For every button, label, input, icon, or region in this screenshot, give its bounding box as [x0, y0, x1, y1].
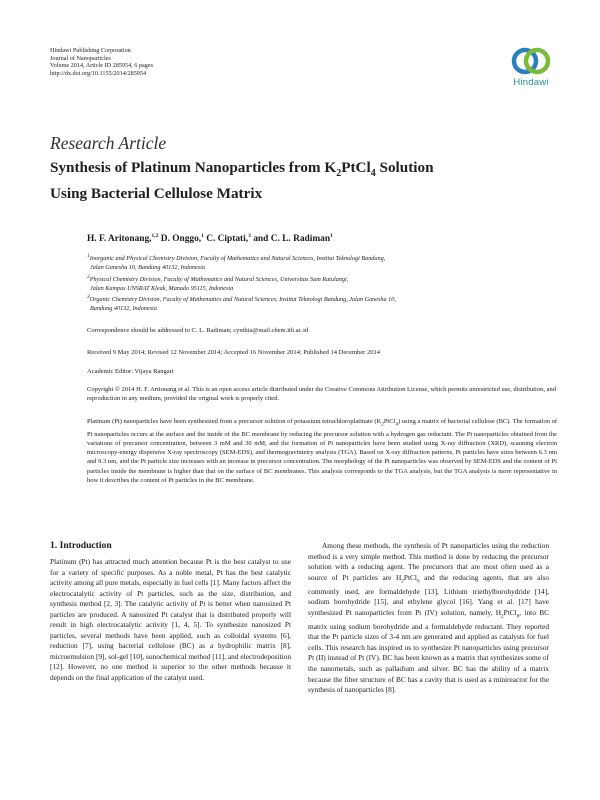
hindawi-rings-icon [509, 46, 553, 76]
journal-header [50, 47, 153, 77]
affiliation-2: $^2$Physical Chemistry Division, Faculty of Mathematics and Natural Sciences, Universitas Sam Ratulangi, [87, 273, 349, 283]
affiliation-1: $^1$Inorganic and Physical Chemistry Division, Faculty of Mathematics and Natural Sciences, Institut Teknologi Bandung, [87, 253, 386, 263]
author: H. F. Aritonang, [87, 234, 152, 245]
hindawi-logo-text: Hindawi [513, 77, 549, 88]
publisher-name: Hindawi Publishing Corporation [50, 47, 131, 54]
abstract: Platinum (Pt) nanoparticles have been synthesized from a precursor solution of potassium tetrachloroplatinate $(K_2PtCl_4)$ using a matrix of bacterial cellulose (BC). The formation of Pt nanoparticles occurs at the surface and the inside of the BC membrane by reducing the precursor solution with a hydrogen gas reductant. The Pt nanoparticles obtained from the variations of precursor concentration, between 3 mM and 30 mM, and the formation of Pt nanoparticles have been studied using X-ray diffraction (XRD), scanning electron microscopy-energy dispersive X-ray spectroscopy (SEM-EDS), and thermogravimetry analysis (TGA). Based on X-ray diffraction patterns, Pt particles have sizes between 6.3 nm and 9.3 nm, and the Pt particle size increases with an increase in precursor concentration. The morphology of the Pt nanoparticles was observed by SEM-EDS and the content of Pt particles inside the membrane is higher than that on the surface of BC membranes. This analysis corresponds to the TGA analysis, but the TGA analysis is more representative in how it describes the content of Pt particles in the BC membrane. [87, 418, 557, 485]
author: D. Onggo, [158, 234, 202, 245]
affiliation-3: $^3$Organic Chemistry Division, Faculty of Mathematics and Natural Sciences, Institut Teknologi Bandung, Jalan Ganesha 10, [87, 294, 396, 304]
intro-column-left [50, 557, 291, 684]
intro-paragraph-1: Platinum (Pt) has attracted much attention because Pt is the best catalyst to use for a variety of specific purposes. As a noble metal, Pt has the best catalytic activity among all pure metals, especially in fuel cells [1]. Many factors affect the electrocatalytic activity of Pt particles, such as the size, distribution, and synthesis method [2, 3]. The catalytic activity of Pt is better when nanosized Pt particles are produced. A nanosized Pt catalyst that is distributed properly will result in high electrocatalytic activity [1, 4, 5]. To synthesize nanosized Pt particles, several methods have been applied, such as colloidal systems [6], reduction [7], using bacterial cellulose (BC) as a hydrophilic matrix [8], microemulsion [9], sol-gel [10], sonochemical method [11], and electrodeposition [12]. However, no one method is superior to the other methods because it depends on the final application of the catalyst used. [50, 557, 291, 683]
paper-title: Synthesis of Platinum Nanoparticles from $K_2PtCl_4$ Solution Using Bacterial Cellulose Matrix [50, 159, 434, 203]
affiliations: $^1$Inorganic and Physical Chemistry Division, Faculty of Mathematics and Natural Sciences, Institut Teknologi Bandung, Jalan Ganesha 10, Bandung 40132, Indonesia $^2$Physical Chemistry Division, Faculty of Mathematics and Natural Sciences, Universitas Sam Ratulangi, Jalan Kampus UNSRAT Kleak, Manado 95115, Indonesia $^3$Organic Chemistry Division, Faculty of Mathematics and Natural Sciences, Institut Teknologi Bandung, Jalan Ganesha 10, Bandung 40132, Indonesia [87, 252, 557, 314]
article-type: Research Article [50, 133, 167, 153]
author-list: H. F. Aritonang,$^{1,2}$ D. Onggo,$^1$ C. Ciptati,$^3$ and C. L. Radiman$^1$ [87, 233, 333, 245]
academic-editor: Academic Editor: Vijaya Rangari [87, 368, 174, 375]
correspondence: Correspondence should be addressed to C. L. Radiman; cynthia@mail.chem.itb.ac.id [87, 327, 309, 334]
intro-paragraph-2: Among these methods, the synthesis of Pt nanoparticles using the reduction method is a very simple method. This method is done by reducing the precursor solution with a reducing agent. The precursors that are most often used as a source of Pt particles are $H_2PtCl_6$ and the reducing agents, that are also commonly used, are formaldehyde [13], Lithium triethylborohydride [14], sodium borohydride [15], and ethylene glycol [16]. Yang et al. [17] have synthesized Pt nanoparticles from Pt (IV) solution, namely, $H_2PtCl_6$, into BC matrix using sodium borohydride and a formaldehyde reductant. They reported that the Pt particle sizes of 3-4 nm are generated and applied as catalysts for fuel cells. This research has inspired us to synthesize Pt nanoparticles using precursor Pt (II) instead of Pt (IV). BC has been known as a matrix that synthesizes some of the nanometals, such as palladium and silver. BC has the ability of a matrix because the fiber structure of BC has a cavity that is used as a minireactor for the synthesis of nanoparticles [8]. [308, 541, 550, 695]
author: and C. L. Radiman [250, 234, 331, 245]
section-heading-introduction: 1. Introduction [50, 540, 112, 551]
author: C. Ciptati, [203, 234, 249, 245]
volume-info: Volume 2014, Article ID 285954, 6 pages [50, 62, 153, 70]
journal-name: Journal of Nanoparticles [50, 54, 111, 62]
publication-dates: Received 9 May 2014; Revised 12 November 2014; Accepted 16 November 2014; Published 14 December 2014 [87, 349, 380, 356]
hindawi-logo [502, 46, 560, 88]
intro-column-right [308, 541, 549, 696]
doi-link[interactable]: http://dx.doi.org/10.1155/2014/285954 [50, 69, 147, 77]
copyright-notice: Copyright © 2014 H. F. Aritonang et al. This is an open access article distributed under the Creative Commons Attribution License, which permits unrestricted use, distribution, and reproduction in any medium, provided the original work is properly cited. [87, 386, 556, 402]
